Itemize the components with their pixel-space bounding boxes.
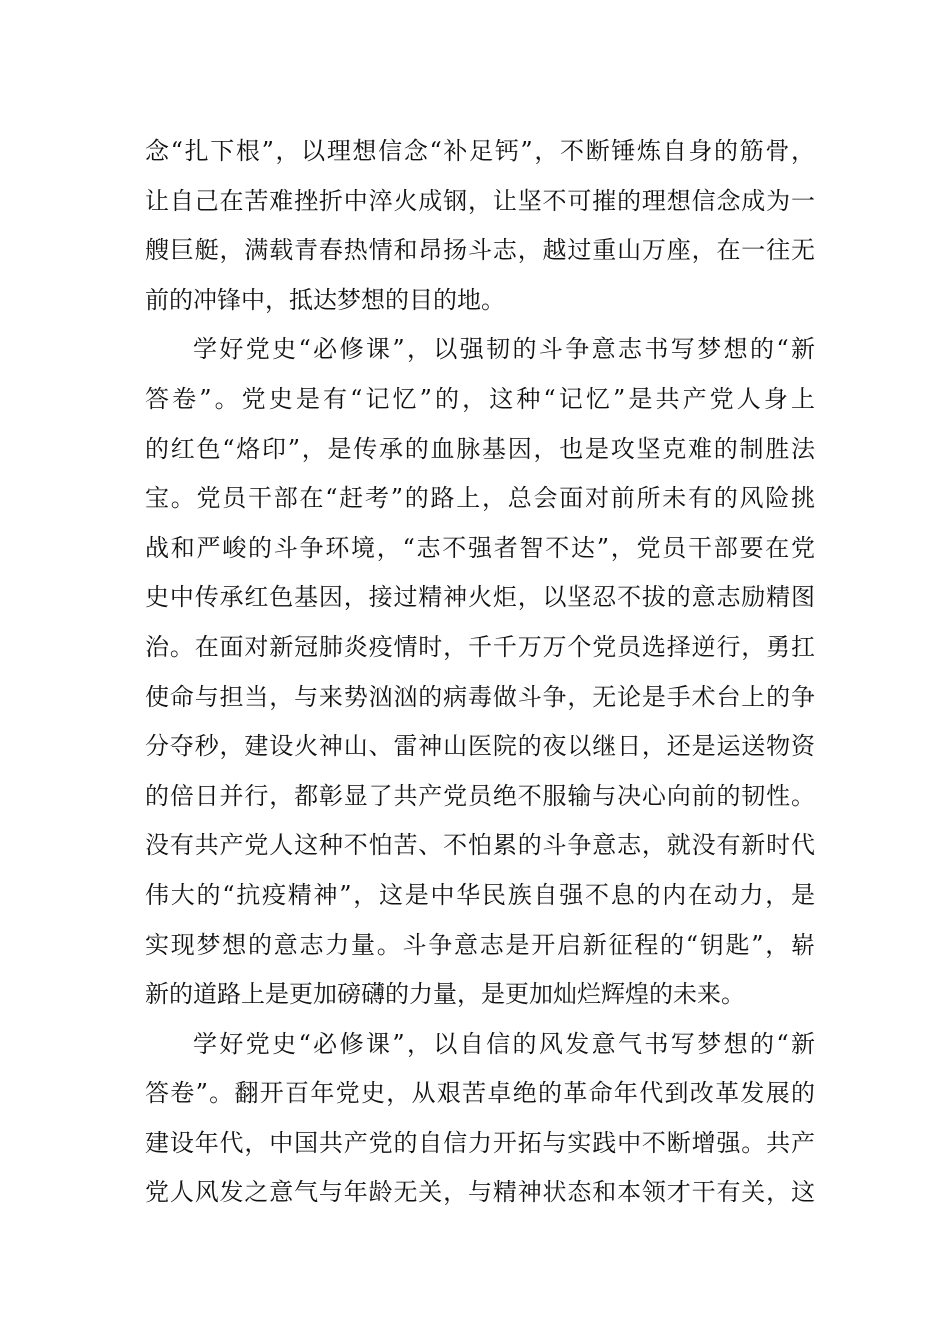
text-line: 念“扎下根”，以理想信念“补足钙”，不断锤炼自身的筋骨， — [145, 137, 815, 165]
text-line: 治。在面对新冠肺炎疫情时，千千万万个党员选择逆行，勇扛 — [145, 632, 815, 661]
text-line: 史中传承红色基因，接过精神火炬，以坚忍不拔的意志励精图 — [145, 583, 815, 612]
text-line: 答卷”。翻开百年党史，从艰苦卓绝的革命年代到改革发展的 — [145, 1079, 815, 1108]
text-line: 伟大的“抗疫精神”，这是中华民族自强不息的内在动力，是 — [145, 880, 815, 909]
text-line: 战和严峻的斗争环境，“志不强者智不达”，党员干部要在党 — [145, 533, 815, 562]
body-text — [145, 127, 815, 1218]
text-line: 使命与担当，与来势汹汹的病毒做斗争，无论是手术台上的争 — [145, 682, 815, 711]
text-line: 的倍日并行，都彰显了共产党员绝不服输与决心向前的韧性。 — [145, 781, 815, 810]
text-line: 分夺秒，建设火神山、雷神山医院的夜以继日，还是运送物资 — [145, 732, 815, 761]
text-line: 前的冲锋中，抵达梦想的目的地。 — [145, 285, 505, 314]
text-line: 没有共产党人这种不怕苦、不怕累的斗争意志，就没有新时代 — [145, 831, 815, 860]
text-line: 新的道路上是更加磅礴的力量，是更加灿烂辉煌的未来。 — [145, 980, 745, 1009]
paragraph-first-line: 学好党史“必修课”，以强韧的斗争意志书写梦想的“新 — [193, 335, 815, 364]
text-line: 艘巨艇，满载青春热情和昂扬斗志，越过重山万座，在一往无 — [145, 236, 815, 265]
paragraph-first-line: 学好党史“必修课”，以自信的风发意气书写梦想的“新 — [193, 1029, 815, 1058]
text-line: 宝。党员干部在“赶考”的路上，总会面对前所未有的风险挑 — [145, 484, 815, 513]
text-line: 实现梦想的意志力量。斗争意志是开启新征程的“钥匙”，崭 — [145, 930, 815, 959]
text-line: 答卷”。党史是有“记忆”的，这种“记忆”是共产党人身上 — [145, 384, 815, 413]
text-line: 让自己在苦难挫折中淬火成钢，让坚不可摧的理想信念成为一 — [145, 186, 815, 215]
text-line: 建设年代，中国共产党的自信力开拓与实践中不断增强。共产 — [145, 1128, 815, 1157]
text-line: 党人风发之意气与年龄无关，与精神状态和本领才干有关，这 — [145, 1178, 815, 1207]
text-line: 的红色“烙印”，是传承的血脉基因，也是攻坚克难的制胜法 — [145, 434, 815, 463]
